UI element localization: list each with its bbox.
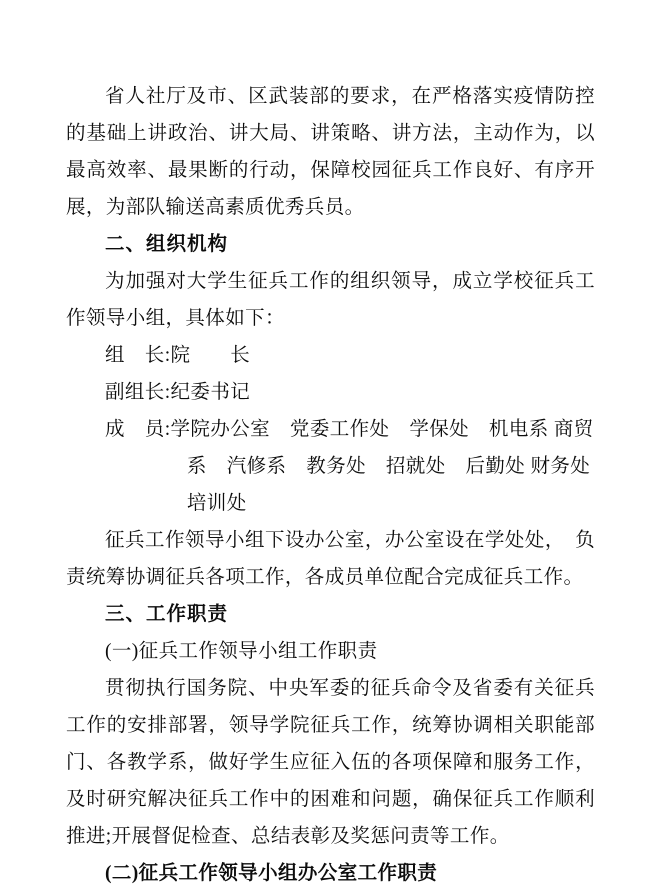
roster-members-line-1: 成 员:学院办公室 党委工作处 学保处 机电系 商贸 xyxy=(105,419,594,440)
heading-organization: 二、组织机构 xyxy=(105,234,229,255)
heading-responsibilities: 三、工作职责 xyxy=(105,604,229,625)
paragraph-office-duties: 征兵工作领导小组下设办公室，办公室设在学处处， 负责统筹协调征兵各项工作，各成员单位配合完成征兵工作。 xyxy=(66,530,595,588)
document-body xyxy=(66,78,595,892)
roster-members-line-2: 系 汽修系 教务处 招就处 后勤处 财务处 xyxy=(186,456,591,477)
paragraph-intro: 省人社厅及市、区武装部的要求，在严格落实疫情防控的基础上讲政治、讲大局、讲策略、讲方法，主动作为，以最高效率、最果断的行动，保障校园征兵工作良好、有序开展，为部队输送高素质优秀兵员。 xyxy=(66,86,595,218)
subheading-office-duties: (二)征兵工作领导小组办公室工作职责 xyxy=(105,863,438,884)
paragraph-organization-lead: 为加强对大学生征兵工作的组织领导，成立学校征兵工作领导小组，具体如下： xyxy=(66,271,595,329)
subheading-leading-group-duties: (一)征兵工作领导小组工作职责 xyxy=(105,641,378,662)
paragraph-leading-group-duties-body: 贯彻执行国务院、中央军委的征兵命令及省委有关征兵工作的安排部署，领导学院征兵工作，统筹协调相关职能部门、各教学系，做好学生应征入伍的各项保障和服务工作，及时研究解决征兵工作中的困难和问题，确保征兵工作顺利推进;开展督促检查、总结表彰及奖惩问责等工作。 xyxy=(66,678,595,847)
roster-group-leader: 组 长:院 长 xyxy=(105,345,251,366)
roster-members-line-3: 培训处 xyxy=(186,493,247,514)
roster-deputy-leader: 副组长:纪委书记 xyxy=(105,382,251,403)
